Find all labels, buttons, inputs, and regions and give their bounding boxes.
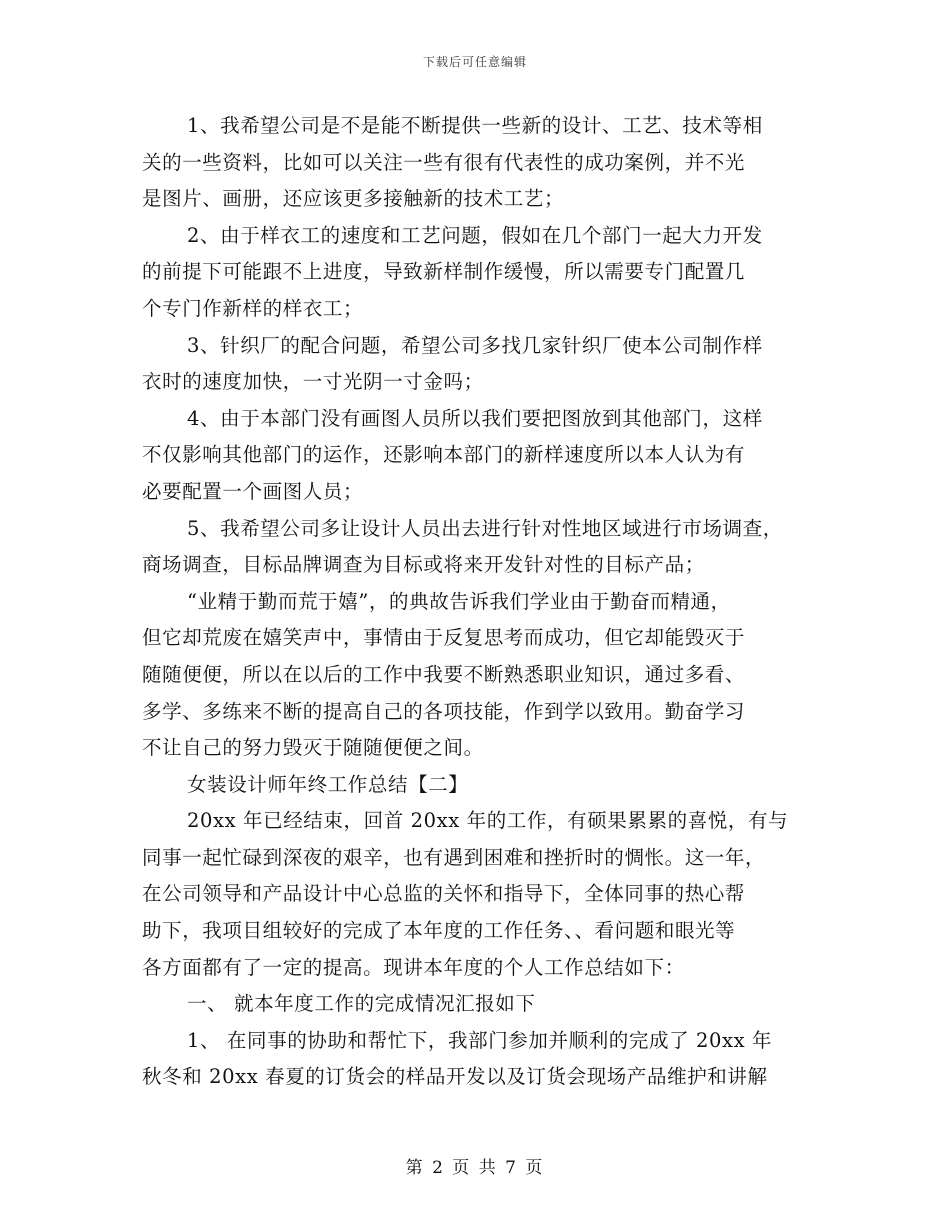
paragraph-line: 秋冬和 20xx 春夏的订货会的样品开发以及订货会现场产品维护和讲解 bbox=[142, 1065, 768, 1089]
paragraph-line: 20xx 年已经结束，回首 20xx 年的工作，有硕果累累的喜悦，有与 bbox=[187, 809, 789, 833]
paragraph-line: 3、针织厂的配合问题，希望公司多找几家针织厂使本公司制作样 bbox=[187, 333, 763, 357]
paragraph-line: 不仅影响其他部门的运作，还影响本部门的新样速度所以本人认为有 bbox=[142, 443, 746, 467]
paragraph-line: 不让自己的努力毁灭于随随便便之间。 bbox=[142, 736, 484, 760]
paragraph-line: 必要配置一个画图人员； bbox=[142, 479, 364, 503]
document-body bbox=[142, 108, 822, 1096]
paragraph-line: 同事一起忙碌到深夜的艰辛，也有遇到困难和挫折时的惆怅。这一年， bbox=[142, 845, 766, 869]
paragraph-line: 但它却荒废在嬉笑声中，事情由于反复思考而成功，但它却能毁灭于 bbox=[142, 626, 746, 650]
page-number: 第 2 页 共 7 页 bbox=[405, 1158, 545, 1178]
paragraph-line: 多学、多练来不断的提高自己的各项技能，作到学以致用。勤奋学习 bbox=[142, 699, 746, 723]
paragraph-line: 5、我希望公司多让设计人员出去进行针对性地区域进行市场调查， bbox=[187, 516, 783, 540]
page-header: 下载后可任意编辑 bbox=[422, 55, 527, 69]
paragraph-line: 是图片、画册，还应该更多接触新的技术工艺； bbox=[142, 187, 565, 211]
paragraph-line: 在公司领导和产品设计中心总监的关怀和指导下，全体同事的热心帮 bbox=[142, 882, 746, 906]
paragraph-line: 1、我希望公司是不是能不断提供一些新的设计、工艺、技术等相 bbox=[187, 114, 763, 137]
paragraph-line: 的前提下可能跟不上进度，导致新样制作缓慢，所以需要专门配置几 bbox=[142, 260, 746, 284]
paragraph-line: 关的一些资料，比如可以关注一些有很有代表性的成功案例，并不光 bbox=[142, 150, 746, 174]
paragraph-line: “业精于勤而荒于嬉”，的典故告诉我们学业由于勤奋而精通， bbox=[187, 589, 731, 613]
paragraph-line: 各方面都有了一定的提高。现讲本年度的个人工作总结如下： bbox=[142, 955, 685, 979]
paragraph-line: 助下，我项目组较好的完成了本年度的工作任务、、看问题和眼光等 bbox=[142, 919, 736, 943]
paragraph-line: 个专门作新样的样衣工； bbox=[142, 296, 364, 320]
subsection-heading: 一、 就本年度工作的完成情况汇报如下 bbox=[187, 992, 536, 1016]
paragraph-line: 随随便便，所以在以后的工作中我要不断熟悉职业知识，通过多看、 bbox=[142, 662, 746, 686]
paragraph-line: 衣时的速度加快，一寸光阴一寸金吗； bbox=[142, 370, 484, 394]
section-heading: 女装设计师年终工作总结【二】 bbox=[187, 772, 469, 796]
paragraph-line: 1、 在同事的协助和帮忙下，我部门参加并顺利的完成了 20xx 年 bbox=[187, 1028, 773, 1052]
paragraph-line: 商场调查，目标品牌调查为目标或将来开发针对性的目标产品； bbox=[142, 553, 705, 577]
paragraph-line: 4、由于本部门没有画图人员所以我们要把图放到其他部门，这样 bbox=[187, 406, 763, 430]
paragraph-line: 2、由于样衣工的速度和工艺问题，假如在几个部门一起大力开发 bbox=[187, 223, 763, 247]
